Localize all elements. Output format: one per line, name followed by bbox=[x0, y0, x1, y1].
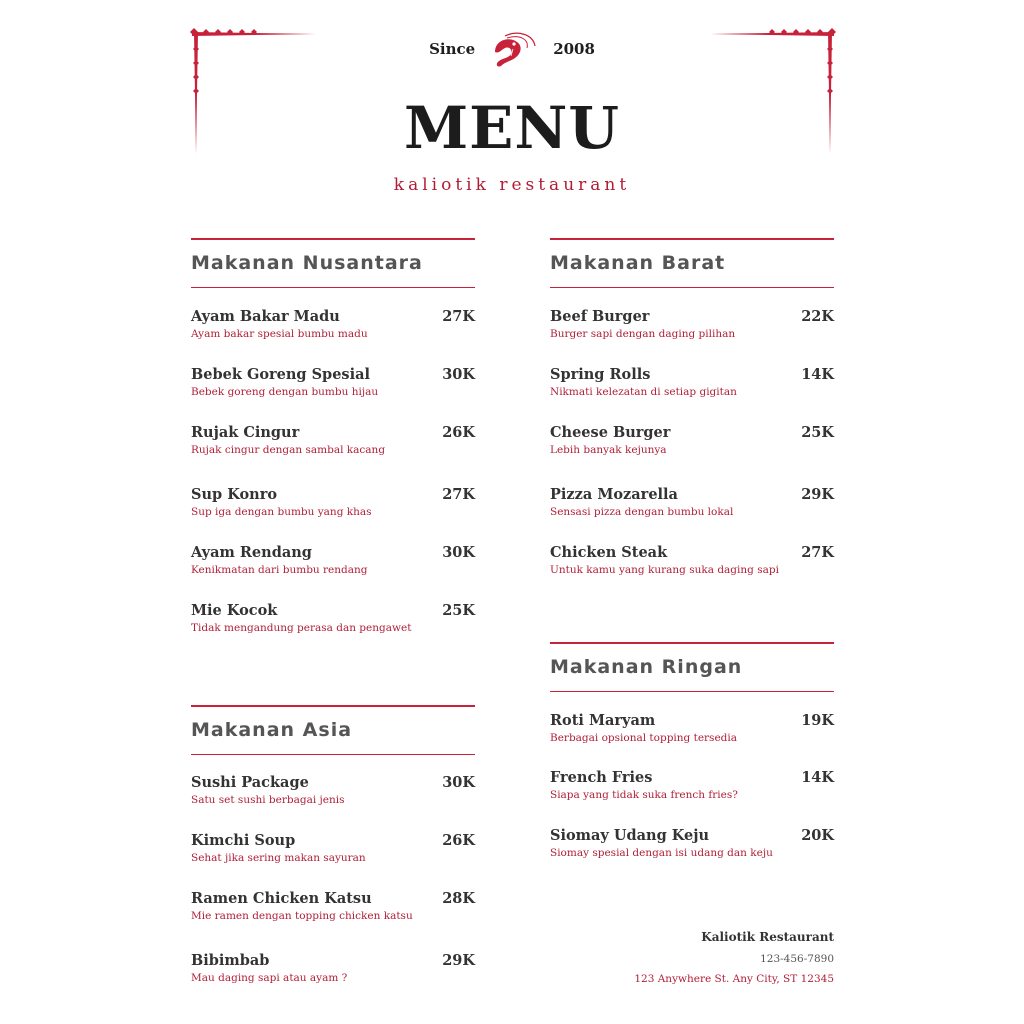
item-name: Sup Konro bbox=[191, 486, 278, 503]
menu-item bbox=[550, 424, 834, 456]
item-description: Siomay spesial dengan isi udang dan keju bbox=[550, 847, 773, 859]
since-row bbox=[0, 28, 1024, 70]
item-description: Sensasi pizza dengan bumbu lokal bbox=[550, 506, 734, 518]
since-label: Since bbox=[429, 40, 476, 58]
item-price: 14K bbox=[801, 366, 834, 383]
item-description: Lebih banyak kejunya bbox=[550, 444, 667, 456]
item-name: Bebek Goreng Spesial bbox=[191, 366, 370, 383]
item-description: Mie ramen dengan topping chicken katsu bbox=[191, 910, 413, 922]
item-price: 26K bbox=[442, 424, 475, 441]
item-description: Nikmati kelezatan di setiap gigitan bbox=[550, 386, 737, 398]
item-name: Sushi Package bbox=[191, 774, 309, 791]
menu-item bbox=[191, 890, 475, 922]
item-description: Tidak mengandung perasa dan pengawet bbox=[191, 622, 412, 634]
item-price: 20K bbox=[801, 827, 834, 844]
item-price: 30K bbox=[442, 366, 475, 383]
section-makanan-barat bbox=[550, 238, 834, 598]
item-name: Ramen Chicken Katsu bbox=[191, 890, 372, 907]
menu-item bbox=[191, 366, 475, 398]
item-description: Sehat jika sering makan sayuran bbox=[191, 852, 366, 864]
item-price: 26K bbox=[442, 832, 475, 849]
since-year: 2008 bbox=[553, 40, 595, 58]
item-price: 19K bbox=[801, 712, 834, 729]
item-name: Cheese Burger bbox=[550, 424, 671, 441]
item-price: 29K bbox=[801, 486, 834, 503]
item-price: 25K bbox=[442, 602, 475, 619]
menu-item bbox=[550, 544, 834, 576]
contact-phone: 123-456-7890 bbox=[760, 953, 834, 965]
section-title: Makanan Ringan bbox=[550, 656, 743, 678]
section-makanan-asia bbox=[191, 705, 475, 995]
menu-item bbox=[191, 774, 475, 806]
menu-item bbox=[191, 486, 475, 518]
item-name: Chicken Steak bbox=[550, 544, 668, 561]
item-price: 22K bbox=[801, 308, 834, 325]
item-description: Berbagai opsional topping tersedia bbox=[550, 732, 737, 744]
item-description: Burger sapi dengan daging pilihan bbox=[550, 328, 736, 340]
restaurant-subtitle: kaliotik restaurant bbox=[393, 175, 631, 195]
item-name: French Fries bbox=[550, 769, 653, 786]
menu-item bbox=[550, 486, 834, 518]
menu-item bbox=[550, 308, 834, 340]
contact-name: Kaliotik Restaurant bbox=[701, 930, 834, 944]
item-price: 30K bbox=[442, 774, 475, 791]
section-makanan-ringan bbox=[550, 642, 834, 882]
item-price: 28K bbox=[442, 890, 475, 907]
item-description: Siapa yang tidak suka french fries? bbox=[550, 789, 738, 801]
item-price: 29K bbox=[442, 952, 475, 969]
item-name: Bibimbab bbox=[191, 952, 270, 969]
section-title: Makanan Asia bbox=[191, 719, 353, 741]
menu-item bbox=[191, 602, 475, 634]
item-name: Rujak Cingur bbox=[191, 424, 300, 441]
section-rule-bottom bbox=[191, 754, 475, 755]
item-price: 30K bbox=[442, 544, 475, 561]
section-title: Makanan Barat bbox=[550, 252, 726, 274]
item-price: 25K bbox=[801, 424, 834, 441]
item-price: 27K bbox=[442, 486, 475, 503]
item-description: Sup iga dengan bumbu yang khas bbox=[191, 506, 372, 518]
section-rule-bottom bbox=[191, 287, 475, 288]
item-name: Siomay Udang Keju bbox=[550, 827, 710, 844]
menu-item bbox=[191, 424, 475, 456]
section-title: Makanan Nusantara bbox=[191, 252, 423, 274]
item-description: Untuk kamu yang kurang suka daging sapi bbox=[550, 564, 779, 576]
item-name: Pizza Mozarella bbox=[550, 486, 678, 503]
item-description: Satu set sushi berbagai jenis bbox=[191, 794, 345, 806]
item-description: Ayam bakar spesial bumbu madu bbox=[191, 328, 368, 340]
item-description: Bebek goreng dengan bumbu hijau bbox=[191, 386, 379, 398]
item-description: Mau daging sapi atau ayam ? bbox=[191, 972, 348, 984]
section-rule-bottom bbox=[550, 691, 834, 692]
item-name: Roti Maryam bbox=[550, 712, 656, 729]
item-name: Ayam Bakar Madu bbox=[191, 308, 340, 325]
item-name: Mie Kocok bbox=[191, 602, 278, 619]
section-makanan-nusantara bbox=[191, 238, 475, 658]
section-rule-bottom bbox=[550, 287, 834, 288]
menu-item bbox=[550, 769, 834, 801]
item-price: 14K bbox=[801, 769, 834, 786]
menu-item bbox=[191, 544, 475, 576]
item-description: Rujak cingur dengan sambal kacang bbox=[191, 444, 386, 456]
item-name: Ayam Rendang bbox=[191, 544, 312, 561]
item-description: Kenikmatan dari bumbu rendang bbox=[191, 564, 368, 576]
item-name: Kimchi Soup bbox=[191, 832, 296, 849]
menu-title: MENU bbox=[403, 94, 620, 162]
item-name: Beef Burger bbox=[550, 308, 650, 325]
menu-item bbox=[550, 827, 834, 859]
menu-item bbox=[191, 308, 475, 340]
shrimp-icon bbox=[487, 28, 541, 70]
menu-item bbox=[191, 832, 475, 864]
contact-address: 123 Anywhere St. Any City, ST 12345 bbox=[634, 973, 834, 985]
item-price: 27K bbox=[442, 308, 475, 325]
menu-item bbox=[191, 952, 475, 984]
item-name: Spring Rolls bbox=[550, 366, 651, 383]
menu-item bbox=[550, 712, 834, 744]
menu-item bbox=[550, 366, 834, 398]
item-price: 27K bbox=[801, 544, 834, 561]
